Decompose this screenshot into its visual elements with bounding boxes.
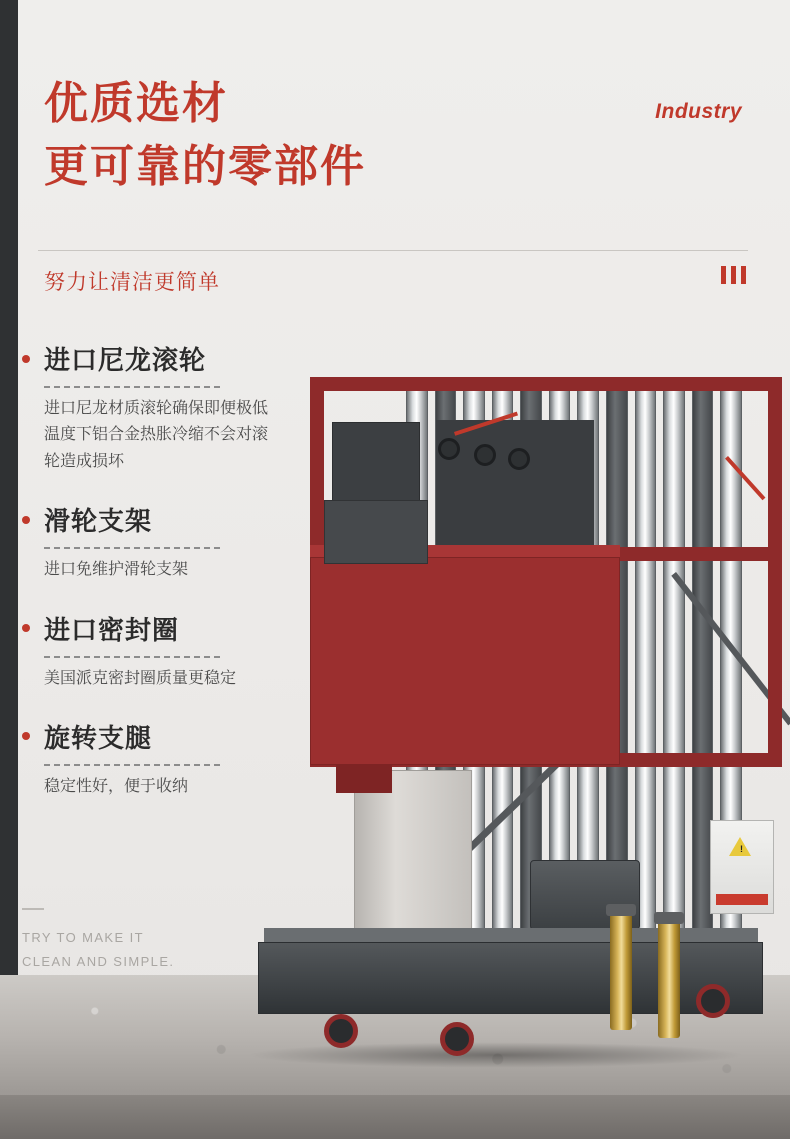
feature-list: [22, 340, 302, 826]
outrigger-leg: [658, 920, 680, 1038]
dashed-divider: [44, 764, 220, 766]
outrigger-cap: [654, 912, 684, 924]
brand-logo: Industry: [655, 100, 742, 123]
feature-item: [22, 610, 302, 692]
dashed-divider: [44, 547, 220, 549]
footer-tick: [22, 908, 44, 910]
feature-header: [22, 718, 302, 755]
bullet-dot-icon: [22, 516, 30, 524]
footer-slogan: [22, 908, 282, 974]
feature-item: [22, 718, 302, 800]
dashed-divider: [44, 656, 220, 658]
control-box-lower: [324, 500, 428, 564]
outrigger-leg: [610, 912, 632, 1030]
platform-back-panel: [436, 420, 594, 546]
lower-mast-section: [354, 770, 472, 944]
feature-item: [22, 501, 302, 583]
feature-description: 稳定性好，便于收纳: [44, 777, 189, 795]
bullet-dot-icon: [22, 732, 30, 740]
caster-wheel: [324, 1014, 358, 1048]
feature-header: [22, 610, 302, 647]
page-title-line1: 优质选材: [44, 79, 228, 128]
dashed-divider: [44, 386, 220, 388]
header-divider: [38, 250, 748, 251]
caster-wheel: [440, 1022, 474, 1056]
feature-header: [22, 501, 302, 538]
platform-skirt: [336, 765, 392, 793]
outrigger-cap: [606, 904, 636, 916]
pulley-wheel: [474, 444, 496, 466]
footer-line-1: TRY TO MAKE IT: [22, 930, 144, 945]
footer-line-2: CLEAN AND SIMPLE.: [22, 954, 175, 970]
left-dark-band: [0, 0, 18, 975]
bullet-dot-icon: [22, 355, 30, 363]
feature-description: 美国派克密封圈质量更稳定: [44, 669, 237, 687]
feature-title: 进口密封圈: [44, 614, 180, 645]
header: [44, 78, 744, 194]
caster-wheel: [696, 984, 730, 1018]
decorative-bars-icon: [721, 266, 746, 284]
product-image-aerial-work-platform: [258, 372, 790, 1072]
pulley-wheel: [508, 448, 530, 470]
page-title-line2: 更可靠的零部件: [44, 141, 366, 191]
feature-title: 旋转支腿: [44, 722, 153, 753]
feature-description: 进口尼龙材质滚轮确保即便极低温度下铝合金热胀冷缩不会对滚轮造成损坏: [44, 400, 269, 470]
feature-item: [22, 340, 302, 475]
feature-title: 滑轮支架: [44, 506, 153, 537]
cabinet-label-strip: [716, 894, 768, 905]
pulley-wheel: [438, 438, 460, 460]
feature-header: [22, 340, 302, 377]
electrical-cabinet: [710, 820, 774, 914]
bullet-dot-icon: [22, 624, 30, 632]
feature-description: 进口免维护滑轮支架: [44, 561, 189, 579]
feature-title: 进口尼龙滚轮: [44, 345, 207, 375]
header-subtitle: 努力让清洁更简单: [44, 271, 220, 294]
control-box-upper: [332, 422, 420, 512]
chassis-base: [258, 942, 763, 1014]
warning-exclamation: !: [740, 844, 743, 854]
platform-floor-box: [310, 557, 620, 765]
